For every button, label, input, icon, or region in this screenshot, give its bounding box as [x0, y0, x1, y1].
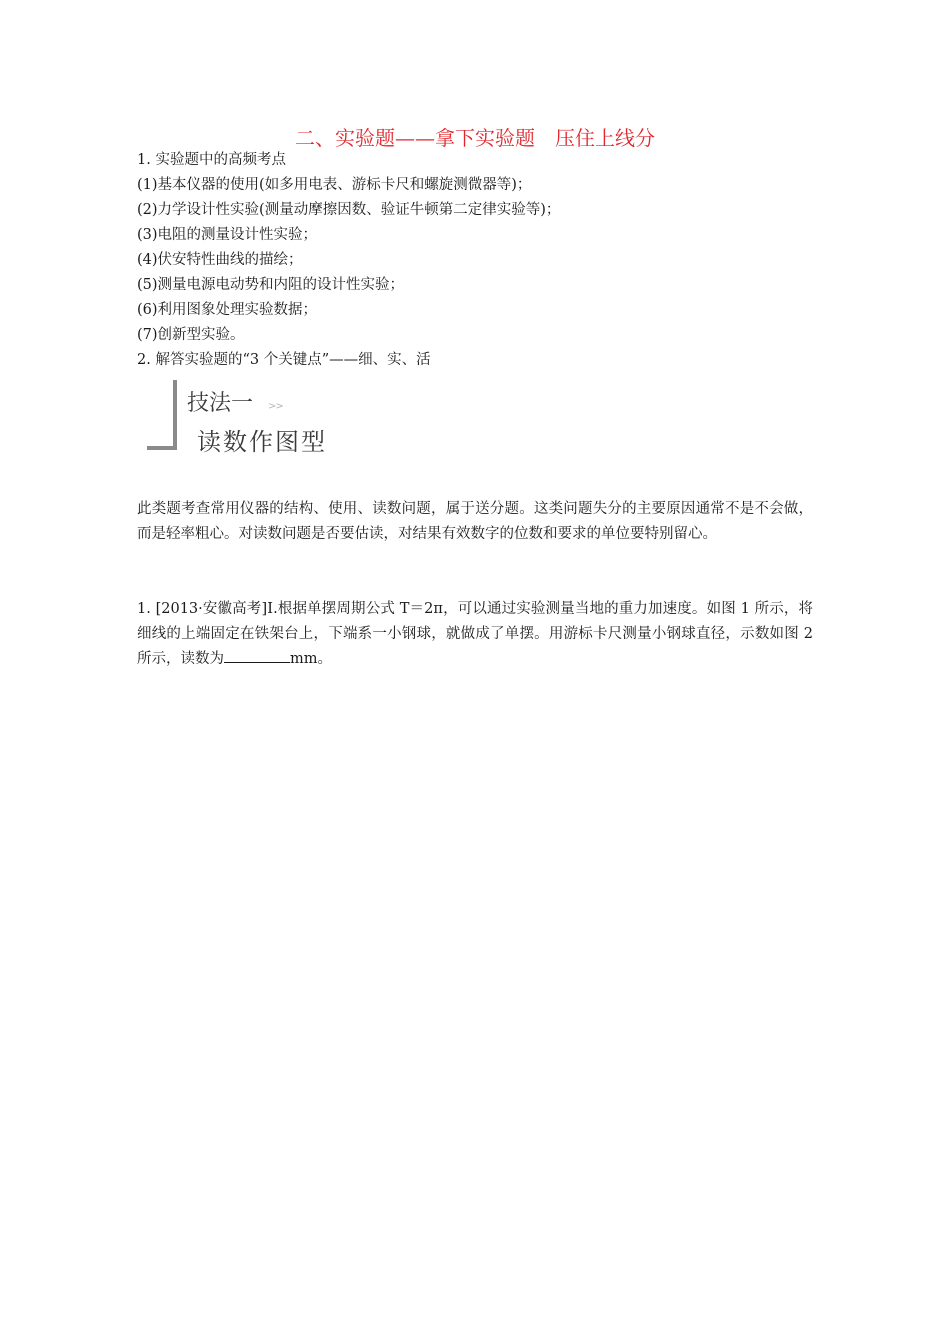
point-item: (5)测量电源电动势和内阻的设计性实验；: [137, 277, 405, 293]
point-item: (4)伏安特性曲线的描绘；: [137, 252, 303, 268]
point-item: (1)基本仪器的使用(如多用电表、游标卡尺和螺旋测微器等)；: [137, 177, 532, 193]
banner-heading: 读数作图型: [197, 428, 327, 456]
point-item: (2)力学设计性实验(测量动摩擦因数、验证牛顿第二定律实验等)；: [137, 202, 561, 218]
point-item: (3)电阻的测量设计性实验；: [137, 227, 318, 243]
section-title: 二、实验题——拿下实验题 压住上线分: [295, 126, 655, 150]
banner-label: 技法一: [187, 391, 254, 416]
intro-paragraph: 此类题考查常用仪器的结构、使用、读数问题，属于送分题。这类问题失分的主要原因通常不是不会做，而是轻率粗心。对读数问题是否要估读，对结果有效数字的位数和要求的单位要特别留心。: [137, 501, 813, 542]
banner-vertical-bar: [173, 380, 177, 450]
answer-unit: mm。: [290, 651, 332, 667]
answer-blank[interactable]: [224, 648, 290, 663]
key-points-line: 2. 解答实验题的“3 个关键点”——细、实、活: [137, 352, 431, 368]
point-item: (6)利用图象处理实验数据；: [137, 302, 318, 318]
points-heading: 1. 实验题中的高频考点: [137, 152, 286, 168]
question-paragraph: [137, 597, 813, 672]
technique-banner: [145, 378, 375, 454]
question-text: 1. [2013·安徽高考]Ⅰ.根据单摆周期公式 T＝2π，可以通过实验测量当地的重力加速度。如图 1 所示，将细线的上端固定在铁架台上，下端系一小钢球，就做成了单摆。用游标卡尺测量小钢球直径，示数如图 2 所示，读数为: [137, 601, 813, 667]
banner-horizontal-bar: [147, 446, 177, 450]
double-chevron-icon: >>: [268, 401, 283, 412]
point-item: (7)创新型实验。: [137, 327, 245, 343]
